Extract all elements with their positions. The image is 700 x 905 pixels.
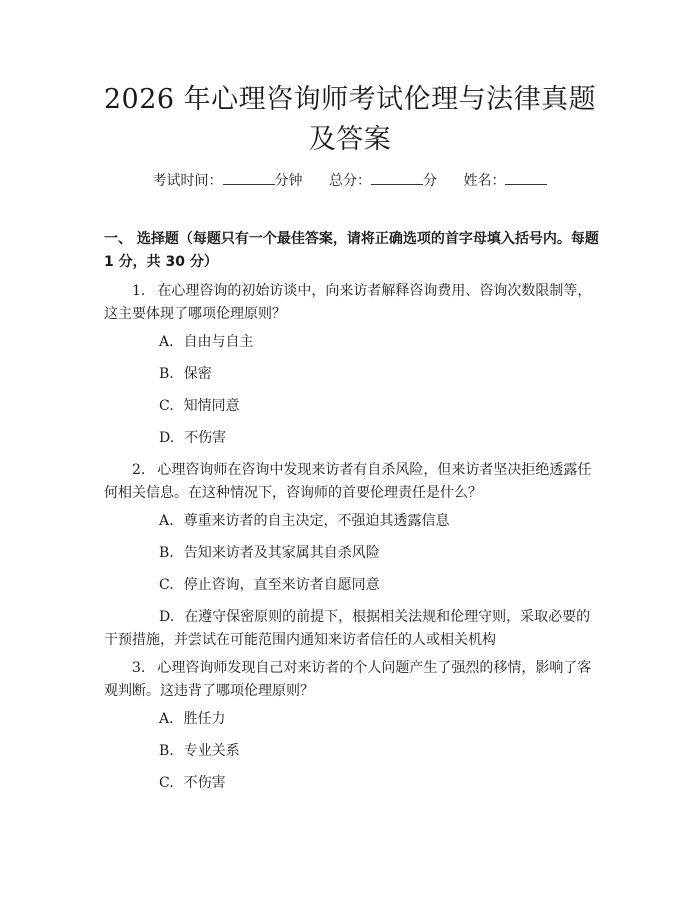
option-text: 保密 <box>183 366 212 382</box>
option-letter: D. <box>159 430 175 446</box>
option-2a <box>159 510 604 533</box>
question-3 <box>104 657 604 703</box>
option-letter: B. <box>159 366 174 382</box>
page-title: 2026 年心理咨询师考试伦理与法律真题及答案 <box>103 84 597 155</box>
option-letter: A. <box>159 513 174 529</box>
option-letter: C. <box>159 577 174 593</box>
option-1c <box>159 395 604 418</box>
option-text: 在遵守保密原则的前提下，根据相关法规和伦理守则，采取必要的干预措施，并尝试在可能范围内通知来访者信任的人或相关机构 <box>104 609 591 648</box>
option-text: 告知来访者及其家属其自杀风险 <box>183 545 380 561</box>
question-text: 在心理咨询的初始访谈中，向来访者解释咨询费用、咨询次数限制等，这主要体现了哪项伦理原则？ <box>104 283 592 322</box>
option-text: 自由与自主 <box>183 334 254 350</box>
option-text: 胜任力 <box>183 711 226 727</box>
question-text: 心理咨询师在咨询中发现来访者有自杀风险，但来访者坚决拒绝透露任何相关信息。在这种情况下，咨询师的首要伦理责任是什么？ <box>104 462 592 501</box>
option-3c <box>159 772 604 795</box>
score-blank <box>371 172 423 185</box>
score-unit: 分 <box>423 173 437 189</box>
question-number: 2. <box>132 462 146 478</box>
option-3b <box>159 740 604 763</box>
question-2 <box>104 459 604 505</box>
option-text: 不伤害 <box>183 775 226 791</box>
time-label: 考试时间： <box>152 173 223 189</box>
question-text: 心理咨询师发现自己对来访者的个人问题产生了强烈的移情，影响了客观判断。这违背了哪项伦理原则？ <box>104 660 592 699</box>
question-number: 1. <box>132 283 146 299</box>
option-text: 知情同意 <box>183 398 240 414</box>
option-letter: B. <box>159 545 174 561</box>
option-1b <box>159 363 604 386</box>
score-label: 总分： <box>329 173 371 189</box>
option-text: 停止咨询，直至来访者自愿同意 <box>183 577 380 593</box>
option-3a <box>159 708 604 731</box>
option-2c <box>159 574 604 597</box>
section-heading: 一、 选择题（每题只有一个最佳答案，请将正确选项的首字母填入括号内。每题 1 分，共 30 分） <box>104 231 599 270</box>
option-letter: A. <box>159 334 174 350</box>
time-blank <box>223 172 275 185</box>
question-number: 3. <box>132 660 146 676</box>
option-text: 不伤害 <box>184 430 227 446</box>
option-2b <box>159 542 604 565</box>
option-2d <box>104 606 604 652</box>
option-letter: B. <box>159 743 174 759</box>
option-letter: C. <box>159 398 174 414</box>
option-letter: A. <box>159 711 174 727</box>
option-text: 专业关系 <box>183 743 240 759</box>
name-blank <box>505 172 547 185</box>
option-1a <box>159 331 604 354</box>
exam-info-line <box>0 170 700 190</box>
option-1d <box>159 427 604 450</box>
time-unit: 分钟 <box>274 173 303 189</box>
question-1 <box>104 280 604 326</box>
option-text: 尊重来访者的自主决定，不强迫其透露信息 <box>183 513 450 529</box>
option-letter: D. <box>159 609 175 625</box>
name-label: 姓名： <box>463 173 506 189</box>
option-letter: C. <box>159 775 174 791</box>
